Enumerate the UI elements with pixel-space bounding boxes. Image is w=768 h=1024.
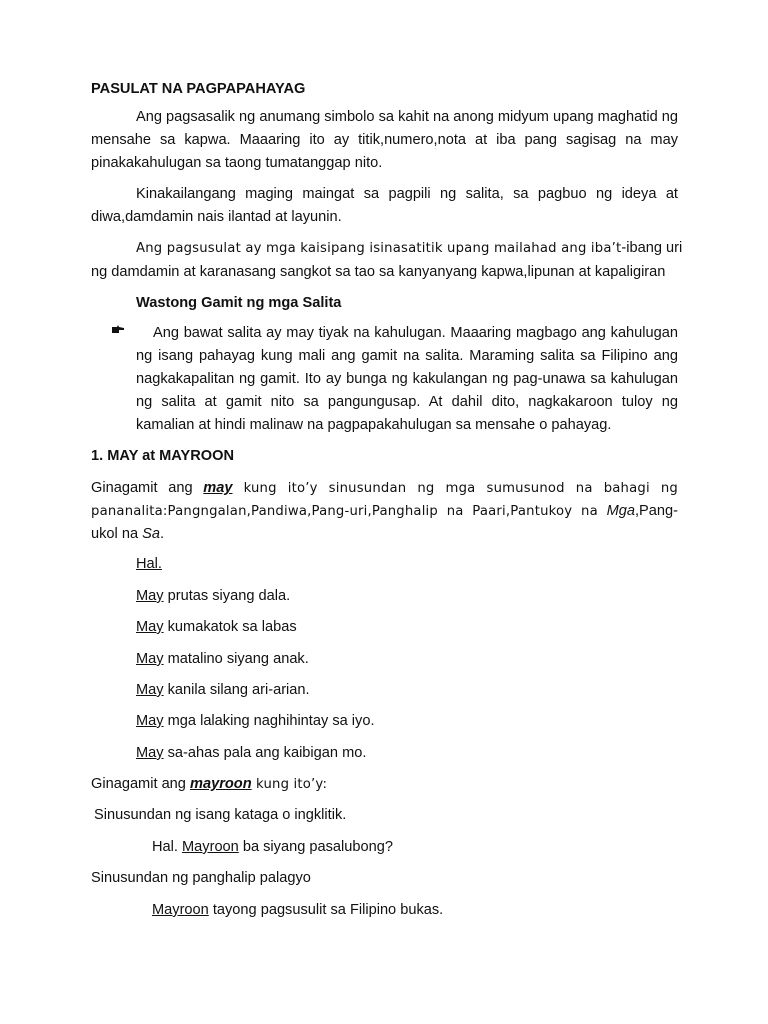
example-text: tayong pagsusulit sa Filipino bukas.: [208, 902, 444, 918]
example-text: prutas siyang dala.: [163, 588, 291, 604]
rule-1: Sinusundan ng isang kataga o ingklitik.: [94, 807, 347, 823]
example-keyword: Mayroon: [182, 839, 239, 855]
sa-word: Sa: [142, 526, 160, 542]
example-1: [136, 586, 290, 606]
example-2: [136, 617, 297, 637]
hal-prefix: Hal.: [152, 839, 183, 855]
example-text: kanila silang ari-arian.: [163, 682, 310, 698]
paragraph-3-text-a: Ang pagsusulat ay mga kaisipang isinasatitik upang mailahad ang iba’t: [136, 241, 622, 256]
example-3: [136, 649, 309, 669]
example-text: sa-ahas pala ang kaibigan mo.: [163, 745, 367, 761]
document-title: PASULAT NA PAGPAPAHAYAG: [91, 81, 306, 97]
example-keyword: May: [136, 588, 164, 604]
section-heading-1: 1. MAY at MAYROON: [91, 448, 235, 464]
may-paragraph: [91, 477, 678, 546]
may-paragraph-post2: ,Pang-ukol na: [91, 503, 678, 542]
paragraph-3-line-1: [136, 238, 682, 259]
mayroon-intro: [91, 774, 327, 795]
paragraph-2: Kinakailangang maging maingat sa pagpili ng salita, sa pagbuo ng ideya at diwa,damdamin nais ilantad at layunin.: [91, 186, 678, 225]
rule-1-example: [152, 837, 393, 857]
paragraph-3-text-b: -ibang uri: [621, 240, 683, 256]
mayroon-intro-pre: Ginagamit ang: [91, 776, 190, 792]
may-keyword: may: [203, 480, 233, 496]
may-paragraph-post: kung ito’y sinusundan ng mga sumusunod na bahagi ng pananalita:Pangngalan,Pandiwa,Pang-uri,Panghalip na Paari,Pantukoy na: [91, 481, 678, 519]
example-text: matalino siyang anak.: [163, 651, 309, 667]
example-keyword: May: [136, 651, 164, 667]
mga-word: Mga: [606, 503, 635, 519]
rule-2-example: [152, 900, 443, 920]
mayroon-intro-post: kung ito’y:: [251, 777, 328, 792]
hand-pointing-right-icon: [111, 322, 125, 342]
mayroon-keyword: mayroon: [189, 776, 252, 792]
may-paragraph-end: .: [159, 526, 165, 542]
example-text: kumakatok sa labas: [163, 619, 297, 635]
paragraph-1: Ang pagsasalik ng anumang simbolo sa kahit na anong midyum upang maghatid ng mensahe sa kapwa. Maaaring ito ay titik,numero,nota at iba pang sagisag na may pinakakahulugan sa taong tumatanggap nito.: [91, 109, 678, 171]
example-4: [136, 680, 310, 700]
paragraph-3-line-2: ng damdamin at karanasang sangkot sa tao sa kanyanyang kapwa,lipunan at kapaligiran: [91, 264, 666, 280]
rule-2: Sinusundan ng panghalip palagyo: [91, 870, 311, 886]
example-text: ba siyang pasalubong?: [238, 839, 393, 855]
may-paragraph-pre: Ginagamit ang: [91, 480, 204, 496]
example-5: [136, 711, 375, 731]
subheading: Wastong Gamit ng mga Salita: [136, 295, 342, 311]
example-keyword: Mayroon: [152, 902, 209, 918]
example-text: mga lalaking naghihintay sa iyo.: [163, 713, 375, 729]
hal-label: Hal.: [136, 556, 162, 572]
bullet-paragraph: Ang bawat salita ay may tiyak na kahulugan. Maaaring magbago ang kahulugan ng isang pahayag kung mali ang gamit na salita. Maraming salita sa Filipino ang nagkakapalitan ng gamit. Ito ay bunga ng kakulangan ng pag-unawa sa kahulugan ng salita at gamit nito sa pangungusap. At dahil dito, nagkakaroon tuloy ng kamalian at hindi malinaw na pagpapakahulugan sa mensahe o pahayag.: [136, 325, 678, 433]
example-6: [136, 743, 366, 763]
example-keyword: May: [136, 713, 164, 729]
example-keyword: May: [136, 682, 164, 698]
example-keyword: May: [136, 745, 164, 761]
example-keyword: May: [136, 619, 164, 635]
